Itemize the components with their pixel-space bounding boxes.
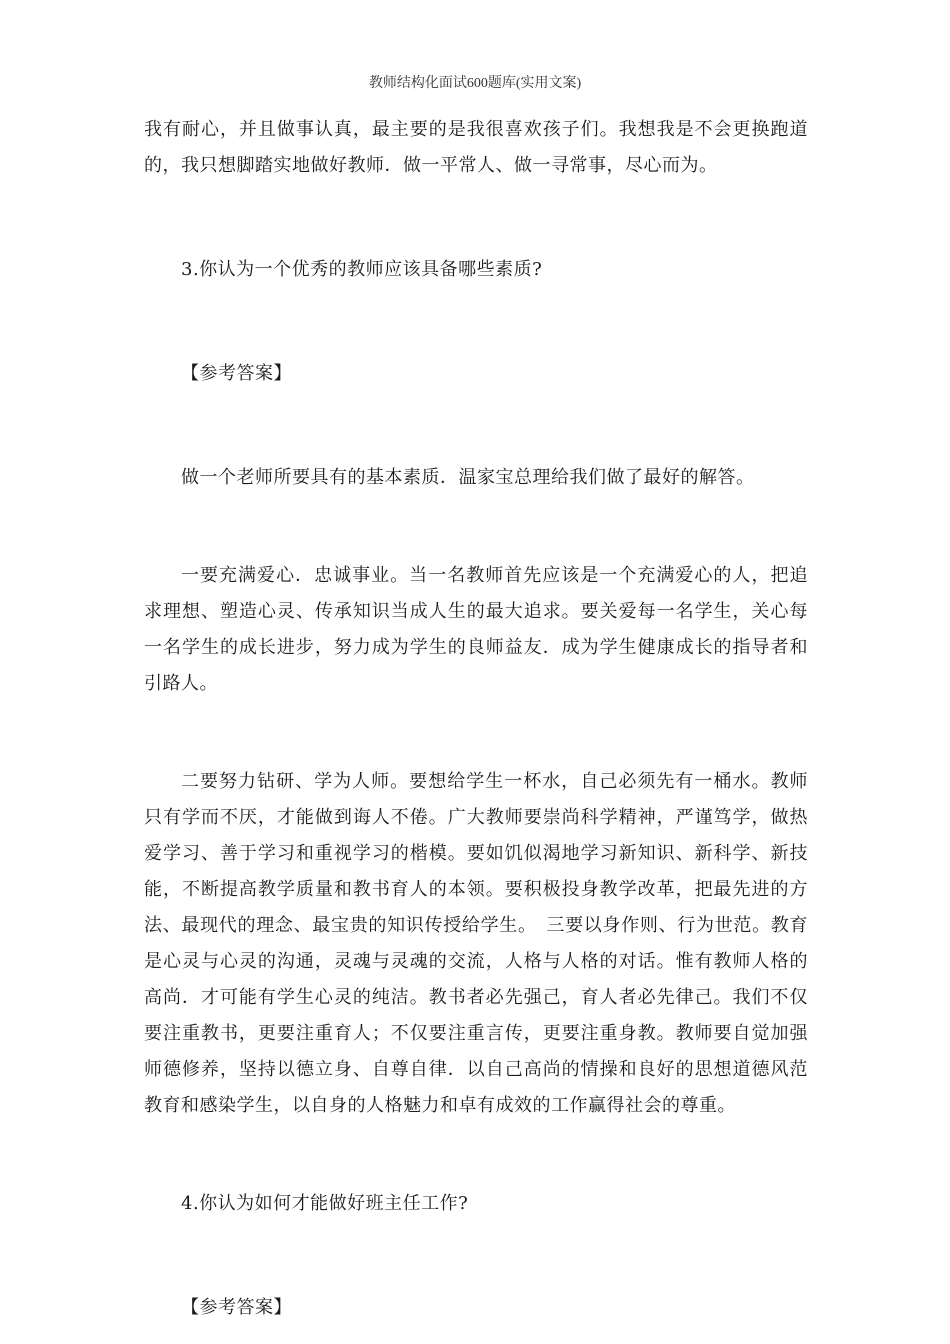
answer-paragraph-1: 一要充满爱心．忠诚事业。当一名教师首先应该是一个充满爱心的人，把追求理想、塑造心灵、传承知识当成人生的最大追求。要关爱每一名学生，关心每一名学生的成长进步，努力成为学生的良师益友．成为学生健康成长的指导者和引路人。 xyxy=(144,565,808,694)
reference-answer-label: 【参考答案】 xyxy=(181,363,292,384)
answer-intro: 做一个老师所要具有的基本素质．温家宝总理给我们做了最好的解答。 xyxy=(181,467,755,488)
question-4: 4.你认为如何才能做好班主任工作? xyxy=(181,1193,469,1214)
answer-paragraph-2: 二要努力钻研、学为人师。要想给学生一杯水，自己必须先有一桶水。教师只有学而不厌，才能做到诲人不倦。广大教师要崇尚科学精神，严谨笃学，做热爱学习、善于学习和重视学习的楷模。要如饥似渴地学习新知识、新科学、新技能，不断提高教学质量和教书育人的本领。要积极投身教学改革，把最先进的方法、最现代的理念、最宝贵的知识传授给学生。 三要以身作则、行为世范。教育是心灵与心灵的沟通，灵魂与灵魂的交流，人格与人格的对话。惟有教师人格的高尚．才可能有学生心灵的纯洁。教书者必先强己，育人者必先律己。我们不仅要注重教书，更要注重育人；不仅要注重言传，更要注重身教。教师要自觉加强师德修养，坚持以德立身、自尊自律．以自己高尚的情操和良好的思想道德风范教育和感染学生，以自身的人格魅力和卓有成效的工作赢得社会的尊重。 xyxy=(144,771,808,1116)
question-3: 3.你认为一个优秀的教师应该具备哪些素质? xyxy=(181,259,543,280)
reference-answer-label: 【参考答案】 xyxy=(181,1297,292,1318)
page-header: 教师结构化面试600题库(实用文案) xyxy=(368,76,582,91)
paragraph-continuation: 我有耐心，并且做事认真，最主要的是我很喜欢孩子们。我想我是不会更换跑道的，我只想脚踏实地做好教师．做一平常人、做一寻常事，尽心而为。 xyxy=(144,119,808,176)
document-body xyxy=(144,112,808,1326)
